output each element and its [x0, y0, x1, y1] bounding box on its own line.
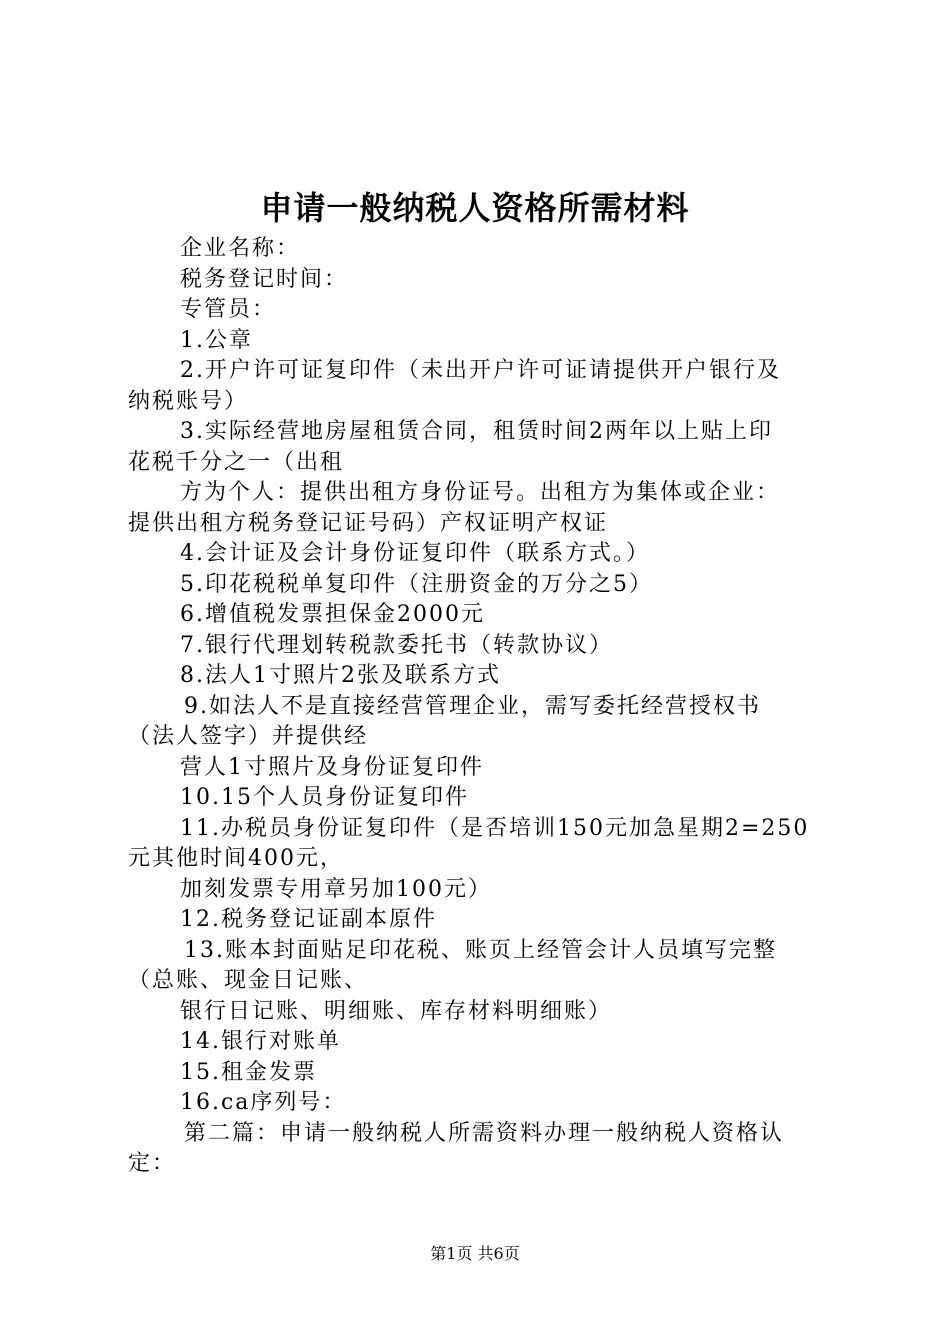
- text-line: 4.会计证及会计身份证复印件（联系方式。）: [180, 541, 650, 566]
- text-line: 11.办税员身份证复印件（是否培训150元加急星期2=250: [180, 815, 810, 841]
- text-line: 15.租金发票: [180, 1059, 317, 1085]
- text-line: 14.银行对账单: [180, 1029, 341, 1054]
- text-line: 9.如法人不是直接经营管理企业，需写委托经营授权书: [184, 693, 761, 719]
- page-number: 第1页 共6页: [430, 1244, 520, 1263]
- text-line: 税务登记时间：: [180, 266, 349, 292]
- text-line: 提供出租方税务登记证号码）产权证明产权证: [128, 510, 609, 536]
- text-line: 花税千分之一（出租: [128, 449, 345, 475]
- text-line: 元其他时间400元，: [128, 846, 344, 871]
- text-line: 专管员：: [180, 297, 277, 322]
- text-line: 10.15个人员身份证复印件: [180, 785, 469, 810]
- text-line: 加刻发票专用章另加100元）: [180, 876, 492, 902]
- text-line: （法人签字）并提供经: [128, 724, 369, 749]
- text-line: 1.公章: [180, 327, 253, 353]
- text-line: 6.增值税发票担保金2000元: [180, 602, 485, 627]
- text-line: 2.开户许可证复印件（未出开户许可证请提供开户银行及: [180, 358, 781, 383]
- text-line: 第二篇：申请一般纳税人所需资料办理一般纳税人资格认: [184, 1120, 785, 1146]
- text-line: 方为个人：提供出租方身份证号。出租方为集体或企业：: [180, 480, 781, 505]
- text-line: 纳税账号）: [128, 388, 249, 414]
- text-line: 营人1寸照片及身份证复印件: [180, 754, 484, 780]
- text-line: 3.实际经营地房屋租赁合同，租赁时间2两年以上贴上印: [180, 419, 773, 444]
- text-line: 12.税务登记证副本原件: [180, 907, 437, 932]
- document-title: 申请一般纳税人资格所需材料: [260, 189, 690, 227]
- text-line: 定：: [128, 1151, 177, 1176]
- text-line: 银行日记账、明细账、库存材料明细账）: [180, 998, 613, 1024]
- text-line: 企业名称：: [180, 236, 301, 261]
- text-line: 16.ca序列号：: [180, 1090, 347, 1115]
- text-line: 5.印花税税单复印件（注册资金的万分之5）: [180, 571, 653, 597]
- text-line: 13.账本封面贴足印花税、账页上经管会计人员填写完整: [184, 937, 777, 963]
- text-line: 8.法人1寸照片2张及联系方式: [180, 663, 501, 688]
- text-line: 7.银行代理划转税款委托书（转款协议）: [180, 632, 613, 658]
- text-line: （总账、现金日记账、: [128, 968, 369, 993]
- document-body: [128, 234, 833, 1180]
